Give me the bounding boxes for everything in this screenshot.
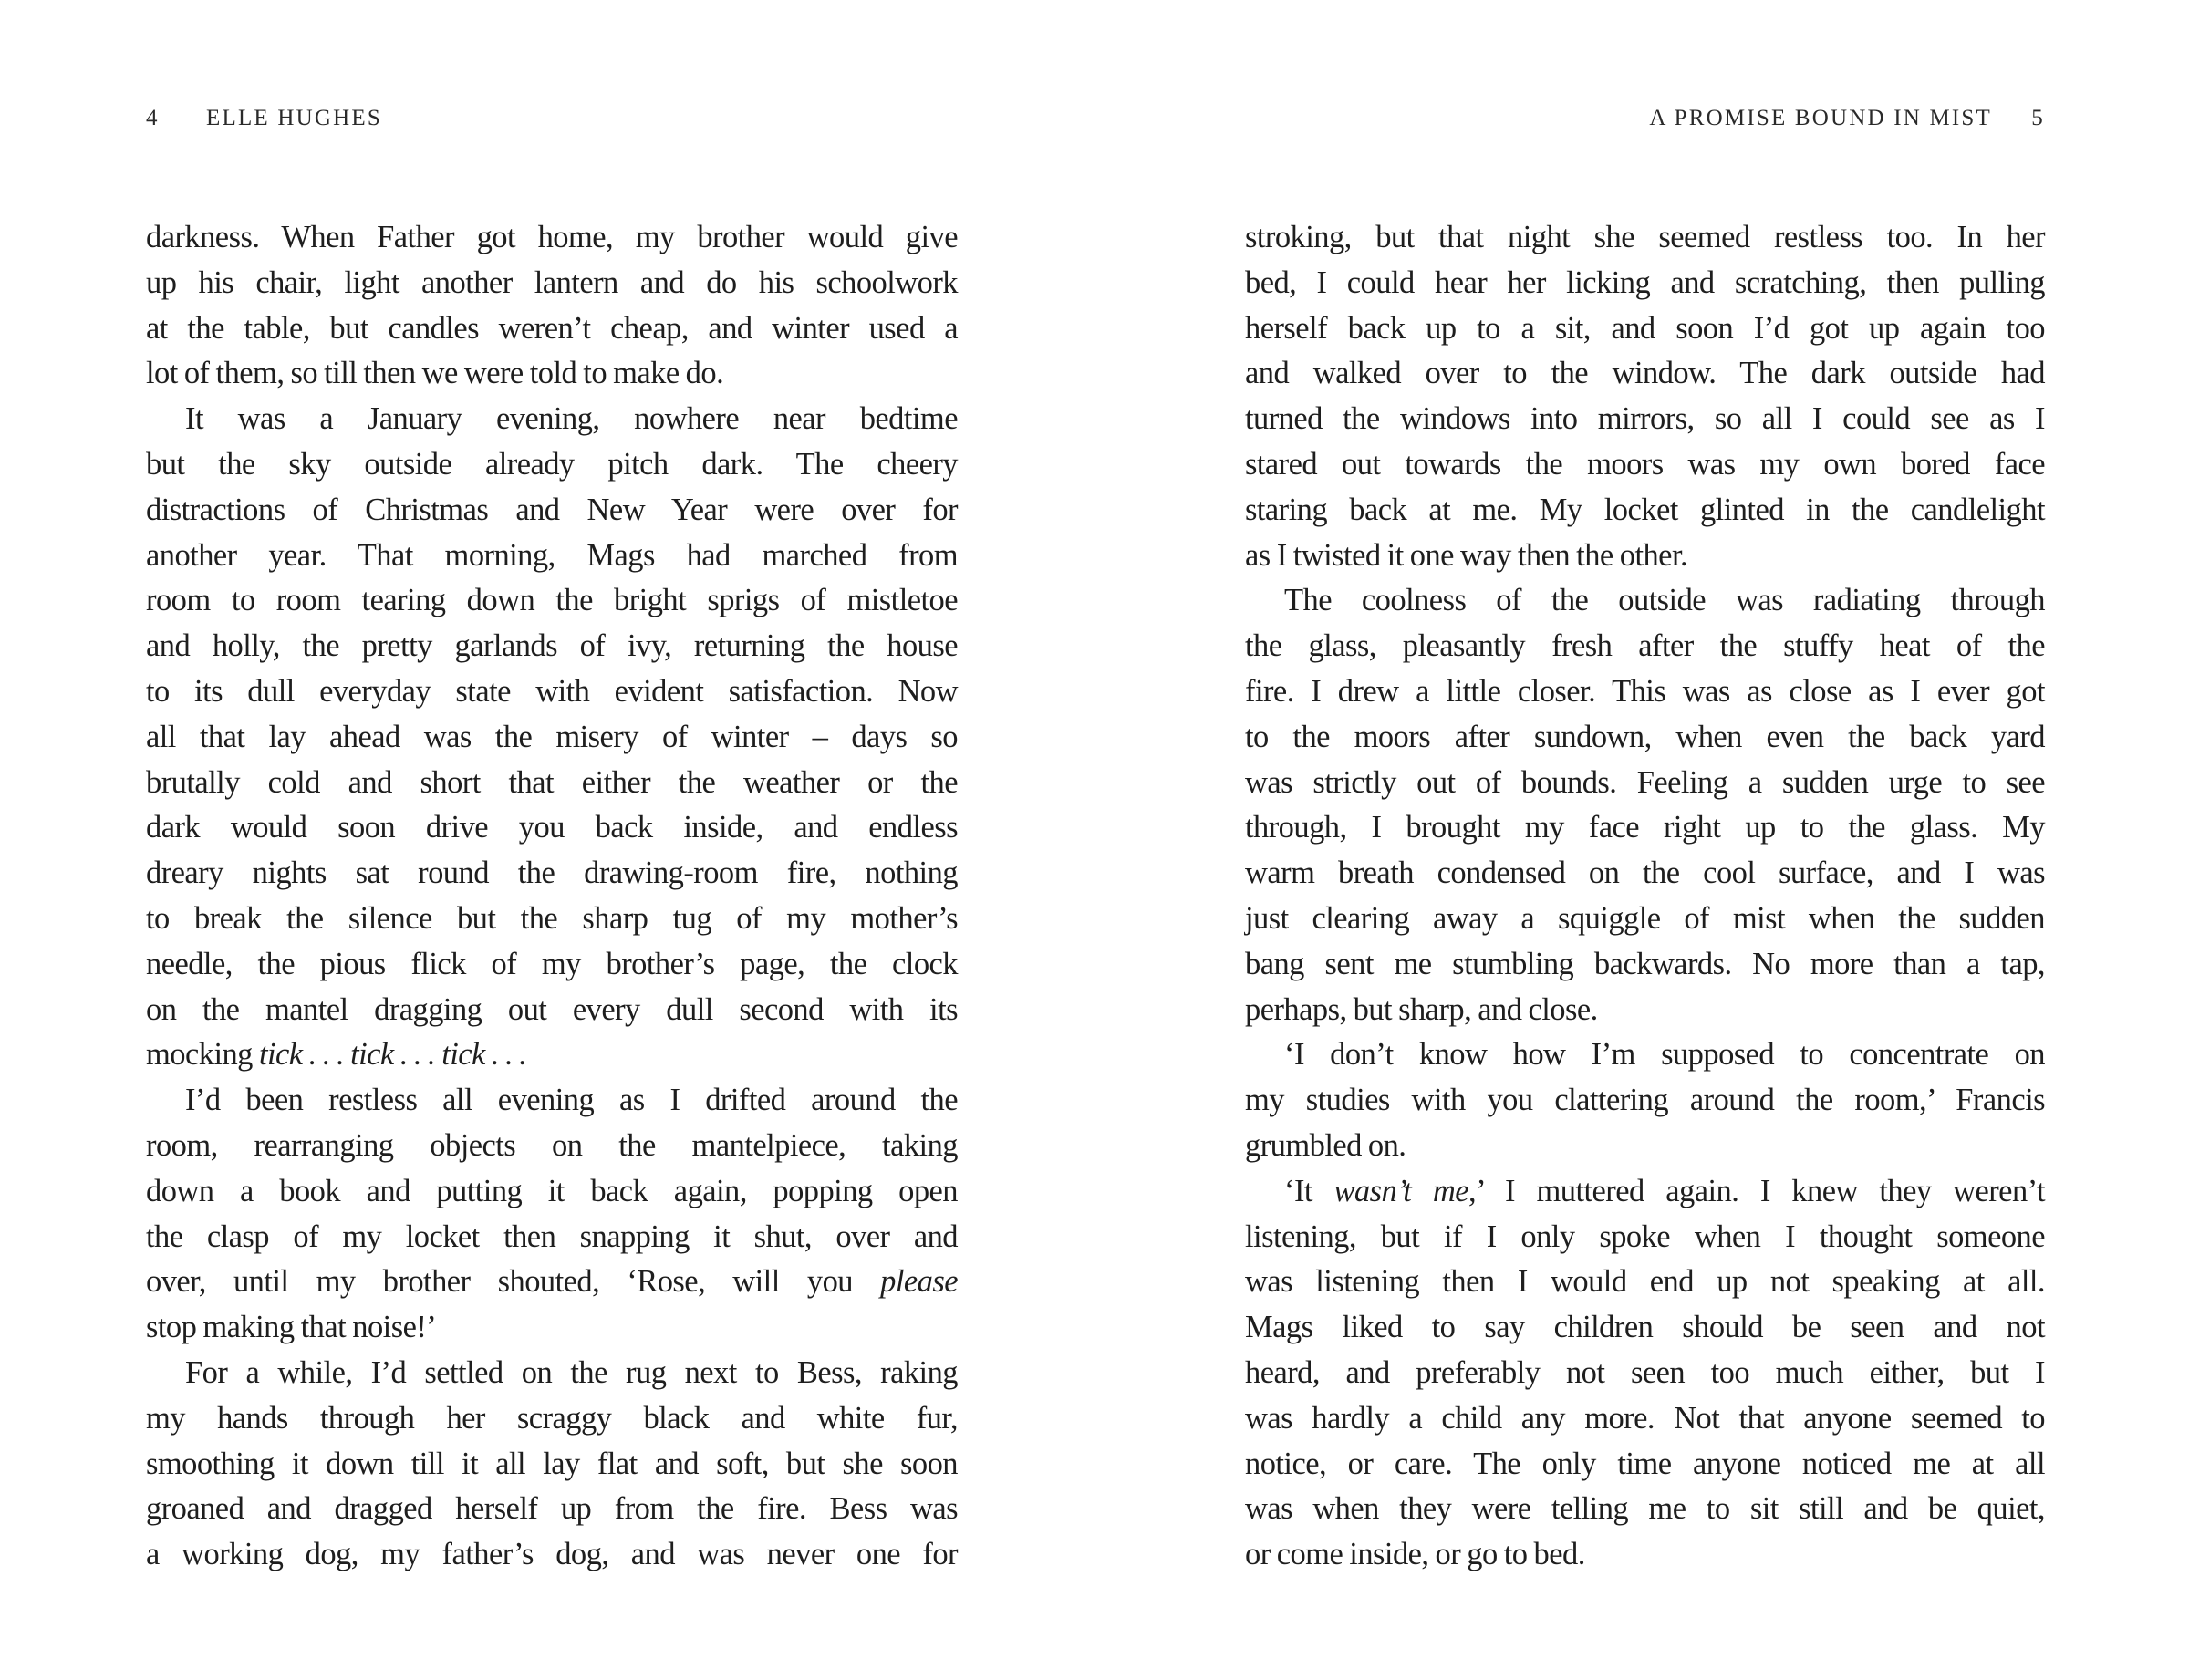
text-line: bang sent me stumbling backwards. No more than a tap, — [1245, 946, 2045, 981]
text-line: to break the silence but the sharp tug of my mother’s — [146, 900, 958, 936]
text-line: darkness. When Father got home, my brother would give — [146, 220, 958, 254]
text-line: was when they were telling me to sit still and be quiet, — [1245, 1491, 2045, 1527]
text-line: dreary nights sat round the drawing-room fire, nothing — [146, 856, 958, 891]
text-line — [146, 1032, 958, 1078]
text-line — [1245, 1169, 2045, 1215]
text-line: the clasp of my locket then snapping it shut, over and — [146, 1219, 958, 1254]
page-number: 5 — [2031, 106, 2045, 130]
text-run: mocking — [146, 1037, 259, 1073]
left-page — [146, 0, 958, 1680]
text-line: needle, the pious flick of my brother’s page, the clock — [146, 946, 958, 981]
text-line: heard, and preferably not seen too much either, but I — [1245, 1354, 2045, 1390]
right-running-head — [1245, 106, 2045, 135]
text-line: to the moors after sundown, when even the back yard — [1245, 719, 2045, 754]
text-line: and walked over to the window. The dark outside had — [1245, 356, 2045, 391]
text-line — [146, 1260, 958, 1305]
text-line: but the sky outside already pitch dark. The cheery — [146, 446, 958, 482]
text-line: or come inside, or go to bed. — [1245, 1537, 1585, 1572]
italic-emphasis: wasn’t me — [1333, 1173, 1469, 1208]
text-line: all that lay ahead was the misery of winter – days so — [146, 719, 958, 754]
text-line: to its dull everyday state with evident satisfaction. Now — [146, 673, 958, 709]
text-line: at the table, but candles weren’t cheap, and winter used a — [146, 310, 958, 346]
text-line: stroking, but that night she seemed restless too. In her — [1245, 220, 2045, 254]
right-body-text — [1245, 215, 2045, 1578]
text-line: stared out towards the moors was my own bored face — [1245, 446, 2045, 482]
text-line: I’d been restless all evening as I drifted around the — [185, 1083, 958, 1118]
text-line: my hands through her scraggy black and white fur, — [146, 1400, 958, 1436]
text-line: and holly, the pretty garlands of ivy, returning the house — [146, 628, 958, 664]
text-line: turned the windows into mirrors, so all I could see as I — [1245, 401, 2045, 437]
text-line: dark would soon drive you back inside, and endless — [146, 810, 958, 845]
text-line: warm breath condensed on the cool surface, and I was — [1245, 856, 2045, 891]
text-line: room to room tearing down the bright sprigs of mistletoe — [146, 583, 958, 618]
text-line: It was a January evening, nowhere near bedtime — [185, 401, 958, 437]
text-line: herself back up to a sit, and soon I’d got up again too — [1245, 310, 2045, 346]
text-line: was strictly out of bounds. Feeling a sudden urge to see — [1245, 764, 2045, 800]
text-run: over, until my brother shouted, ‘Rose, will you — [146, 1264, 881, 1300]
text-line: ‘I don’t know how I’m supposed to concentrate on — [1284, 1037, 2045, 1073]
text-line: was listening then I would end up not speaking at all. — [1245, 1264, 2045, 1300]
text-line: my studies with you clattering around the room,’ Francis — [1245, 1083, 2045, 1118]
page-number: 4 — [146, 106, 160, 130]
left-running-head — [146, 106, 958, 135]
text-line: another year. That morning, Mags had marched from — [146, 537, 958, 573]
book-title: A PROMISE BOUND IN MIST — [1649, 106, 1992, 130]
text-line: on the mantel dragging out every dull second with its — [146, 991, 958, 1027]
text-line: bed, I could hear her licking and scratching, then pulling — [1245, 264, 2045, 300]
text-line: grumbled on. — [1245, 1127, 1406, 1163]
right-page — [1245, 0, 2045, 1680]
text-line: staring back at me. My locket glinted in the candlelight — [1245, 492, 2045, 527]
text-line: fire. I drew a little closer. This was as close as I ever got — [1245, 673, 2045, 709]
text-line: stop making that noise!’ — [146, 1310, 437, 1345]
italic-emphasis: please — [880, 1264, 958, 1300]
text-line: the glass, pleasantly fresh after the stuffy heat of the — [1245, 628, 2045, 664]
text-line: distractions of Christmas and New Year were over for — [146, 492, 958, 527]
text-line: The coolness of the outside was radiating through — [1284, 583, 2045, 618]
text-line: room, rearranging objects on the mantelpiece, taking — [146, 1127, 958, 1163]
italic-emphasis: tick . . . tick . . . tick . . . — [258, 1037, 527, 1073]
text-run: ‘It — [1284, 1173, 1334, 1208]
text-line: a working dog, my father’s dog, and was never one for — [146, 1537, 958, 1572]
left-body-text — [146, 215, 958, 1578]
text-line: Mags liked to say children should be seen and not — [1245, 1310, 2045, 1345]
text-line: was hardly a child any more. Not that anyone seemed to — [1245, 1400, 2045, 1436]
text-line: brutally cold and short that either the weather or the — [146, 764, 958, 800]
text-line: as I twisted it one way then the other. — [1245, 537, 1688, 573]
text-run: ,’ I muttered again. I knew they weren’t — [1468, 1173, 2045, 1208]
text-line: smoothing it down till it all lay flat and soft, but she soon — [146, 1446, 958, 1481]
text-line: For a while, I’d settled on the rug next to Bess, raking — [185, 1354, 958, 1390]
text-line: lot of them, so till then we were told to make do. — [146, 356, 724, 391]
text-line: just clearing away a squiggle of mist when the sudden — [1245, 900, 2045, 936]
text-line: groaned and dragged herself up from the fire. Bess was — [146, 1491, 958, 1527]
text-line: down a book and putting it back again, popping open — [146, 1173, 958, 1208]
text-line: through, I brought my face right up to the glass. My — [1245, 810, 2045, 845]
text-line: listening, but if I only spoke when I thought someone — [1245, 1219, 2045, 1254]
text-line: notice, or care. The only time anyone noticed me at all — [1245, 1446, 2045, 1481]
text-line: up his chair, light another lantern and do his schoolwork — [146, 264, 958, 300]
text-line: perhaps, but sharp, and close. — [1245, 991, 1598, 1027]
author-name: ELLE HUGHES — [206, 106, 382, 130]
